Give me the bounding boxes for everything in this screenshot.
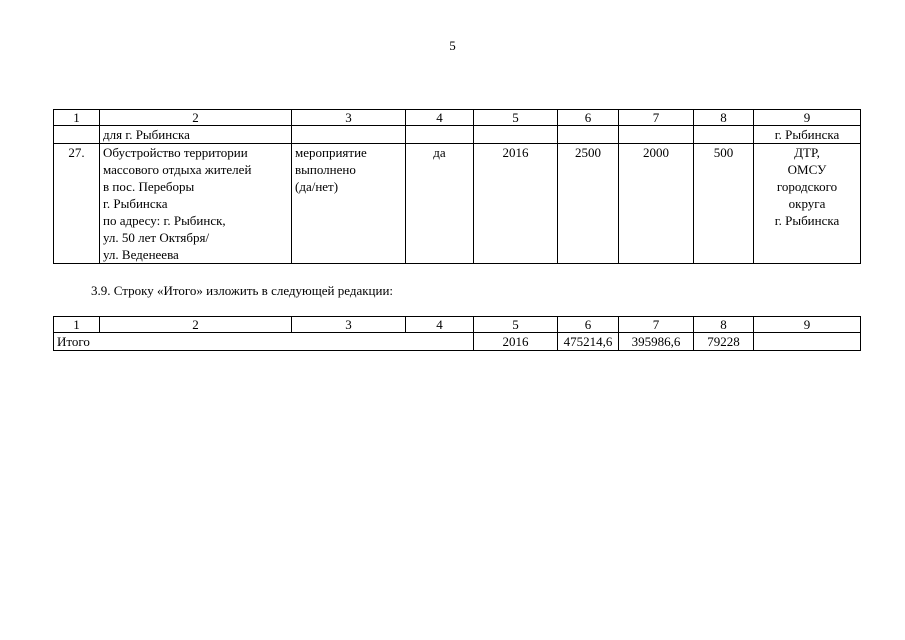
continuation-executor-cell: г. Рыбинска	[754, 126, 861, 144]
header-cell-8: 8	[694, 110, 754, 126]
total-table-header-row	[54, 317, 861, 333]
page-number: 5	[449, 38, 456, 53]
activity-name-cell: Обустройство территории массового отдыха жителей в пос. Переборы г. Рыбинска по адресу: г. Рыбинск, ул. 50 лет Октября/ ул. Веденеева	[100, 144, 292, 264]
continuation-name-cell: для г. Рыбинска	[100, 126, 292, 144]
header-cell-3: 3	[292, 110, 406, 126]
header-cell-1: 1	[54, 110, 100, 126]
header-cell-6: 6	[558, 110, 619, 126]
table-row-27	[54, 144, 861, 264]
row-number-cell: 27.	[54, 144, 100, 264]
year-cell: 2016	[474, 144, 558, 264]
total-label-cell: Итого	[54, 333, 474, 351]
header-cell-4: 4	[406, 110, 474, 126]
continuation-cell-7	[619, 126, 694, 144]
total-header-cell-2: 2	[100, 317, 292, 333]
continuation-cell-5	[474, 126, 558, 144]
total-header-cell-8: 8	[694, 317, 754, 333]
header-cell-7: 7	[619, 110, 694, 126]
table-row-continuation	[54, 126, 861, 144]
total-col7-cell: 395986,6	[619, 333, 694, 351]
total-table	[53, 316, 861, 351]
executor-cell: ДТР, ОМСУ городского округа г. Рыбинска	[754, 144, 861, 264]
total-header-cell-6: 6	[558, 317, 619, 333]
continuation-cell-8	[694, 126, 754, 144]
indicator-value-cell: да	[406, 144, 474, 264]
program-table	[53, 109, 861, 264]
total-row	[54, 333, 861, 351]
table-header-row	[54, 110, 861, 126]
header-cell-2: 2	[100, 110, 292, 126]
indicator-cell: мероприятие выполнено (да/нет)	[292, 144, 406, 264]
total-header-cell-9: 9	[754, 317, 861, 333]
total-header-cell-4: 4	[406, 317, 474, 333]
amount-col7-cell: 2000	[619, 144, 694, 264]
amendment-paragraph: 3.9. Строку «Итого» изложить в следующей редакции:	[91, 283, 394, 298]
total-year-cell: 2016	[474, 333, 558, 351]
header-cell-5: 5	[474, 110, 558, 126]
continuation-num-cell	[54, 126, 100, 144]
continuation-cell-4	[406, 126, 474, 144]
total-col8-cell: 79228	[694, 333, 754, 351]
total-header-cell-1: 1	[54, 317, 100, 333]
total-amount-cell: 2500	[558, 144, 619, 264]
total-col9-cell	[754, 333, 861, 351]
total-header-cell-3: 3	[292, 317, 406, 333]
header-cell-9: 9	[754, 110, 861, 126]
continuation-cell-3	[292, 126, 406, 144]
amount-col8-cell: 500	[694, 144, 754, 264]
continuation-cell-6	[558, 126, 619, 144]
total-header-cell-7: 7	[619, 317, 694, 333]
total-header-cell-5: 5	[474, 317, 558, 333]
total-sum-cell: 475214,6	[558, 333, 619, 351]
